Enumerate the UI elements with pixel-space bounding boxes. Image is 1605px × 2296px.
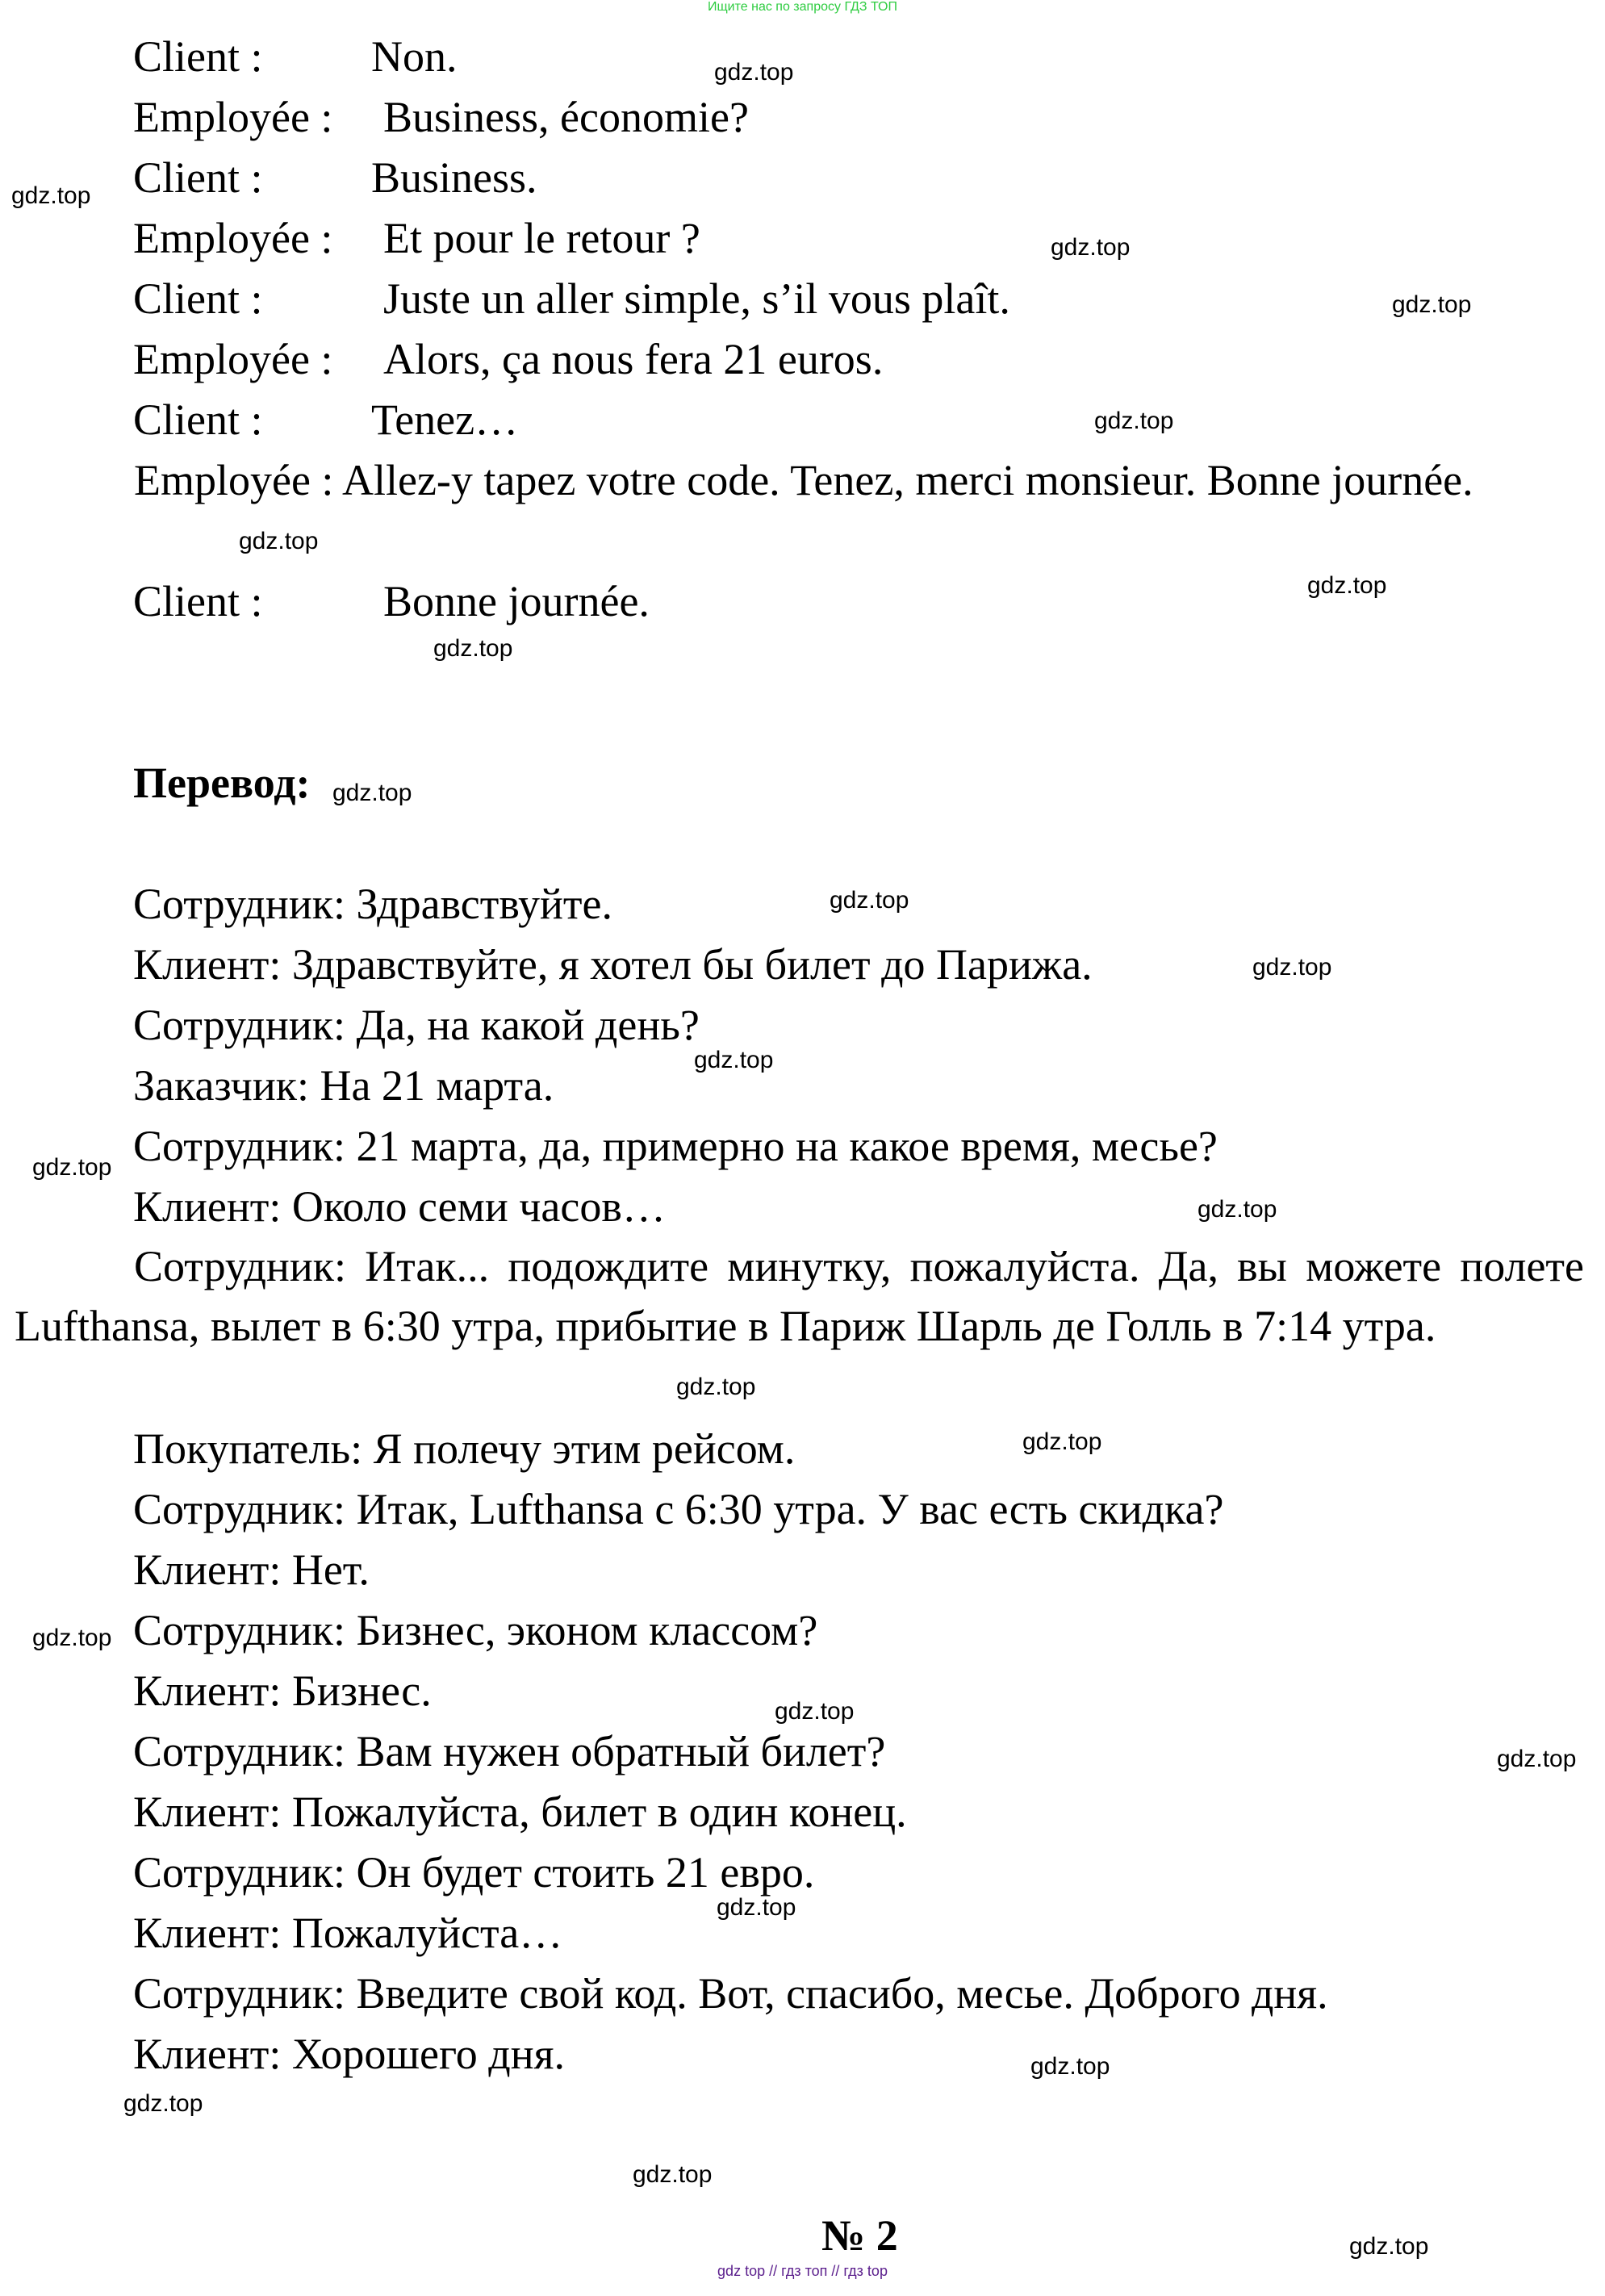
translation-heading: Перевод: [133,759,311,807]
watermark: gdz.top [717,1894,796,1921]
watermark: gdz.top [1197,1196,1277,1223]
speaker-label: Client : [133,32,263,81]
translation-line: Сотрудник: Итак, Lufthansa с 6:30 утра. У вас есть скидка? [133,1485,1224,1533]
watermark: gdz.top [332,780,412,806]
dialogue-text: Business. [371,153,537,202]
watermark: gdz.top [830,887,909,914]
watermark: gdz.top [1497,1746,1577,1772]
dialogue-text: Tenez… [371,395,519,444]
dialogue-text: Bonne journée. [383,577,650,625]
translation-line: Клиент: Нет. [133,1545,370,1594]
translation-line: Сотрудник: Он будет стоить 21 евро. [133,1848,815,1897]
watermark: gdz.top [1094,408,1174,434]
translation-line: Заказчик: На 21 марта. [133,1061,554,1110]
watermark: gdz.top [714,59,794,86]
translation-line: Клиент: Здравствуйте, я хотел бы билет до Парижа. [133,940,1093,989]
speaker-label: Client : [133,274,263,323]
dialogue-text: Business, économie? [383,93,749,141]
watermark: gdz.top [239,528,319,554]
watermark: gdz.top [1307,572,1387,599]
watermark: gdz.top [633,2161,713,2188]
translation-line: Клиент: Пожалуйста, билет в один конец. [133,1788,907,1836]
dialogue-text: Allez-y tapez votre code. Tenez, merci monsieur. Bonne journée. [341,456,1473,504]
translation-line-wrapped: Сотрудник: Итак... подождите минутку, пожалуйста. Да, вы можете полете Lufthansa, вылет в 6:30 утра, прибытие в Париж Шарль де Голль в 7:14 утра. [15,1242,1584,1350]
watermark: gdz.top [694,1047,774,1073]
watermark: gdz.top [123,2090,203,2117]
translation-line: Сотрудник: Вам нужен обратный билет? [133,1727,886,1775]
watermark: gdz.top [1030,2053,1110,2080]
speaker-label: Client : [133,577,263,625]
speaker-label: Employée : [133,214,333,262]
footer: gdz top // гдз топ // гдз top [717,2263,888,2279]
watermark: gdz.top [775,1698,855,1725]
translation-line: Клиент: Около семи часов… [133,1182,666,1231]
dialogue-text: Juste un aller simple, s’il vous plaît. [383,274,1010,323]
top-banner: Ищите нас по запросу ГДЗ ТОП [708,0,897,14]
watermark: gdz.top [1392,291,1472,318]
translation-line: Покупатель: Я полечу этим рейсом. [133,1424,796,1473]
speaker-label: Employée : [134,456,334,504]
speaker-label: Employée : [133,93,333,141]
watermark: gdz.top [676,1374,756,1400]
translation-line: Сотрудник: 21 марта, да, примерно на какое время, месье? [133,1122,1218,1170]
translation-line: Клиент: Пожалуйста… [133,1909,563,1957]
translation-line: Сотрудник: Введите свой код. Вот, спасибо, месье. Доброго дня. [133,1969,1328,2018]
watermark: gdz.top [1252,954,1332,981]
translation-line: Клиент: Хорошего дня. [133,2030,565,2078]
speaker-label: Employée : [133,335,333,383]
dialogue-text: Non. [371,32,458,81]
translation-line: Сотрудник: Да, на какой день? [133,1001,700,1049]
dialogue-text: Alors, ça nous fera 21 euros. [383,335,884,383]
watermark: gdz.top [1349,2233,1429,2260]
watermark: gdz.top [1022,1428,1102,1455]
watermark: gdz.top [32,1625,112,1651]
dialogue-line-wrapped [15,450,1584,510]
translation-line: Сотрудник: Бизнес, эконом классом? [133,1606,818,1654]
watermark: gdz.top [433,635,513,662]
translation-line: Сотрудник: Здравствуйте. [133,880,612,928]
translation-line: Клиент: Бизнес. [133,1667,432,1715]
speaker-label: Client : [133,153,263,202]
watermark: gdz.top [1051,234,1131,261]
speaker-label: Client : [133,395,263,444]
dialogue-text: Et pour le retour ? [383,214,700,262]
watermark: gdz.top [32,1154,112,1181]
watermark: gdz.top [11,182,91,209]
exercise-number: № 2 [821,2211,898,2260]
